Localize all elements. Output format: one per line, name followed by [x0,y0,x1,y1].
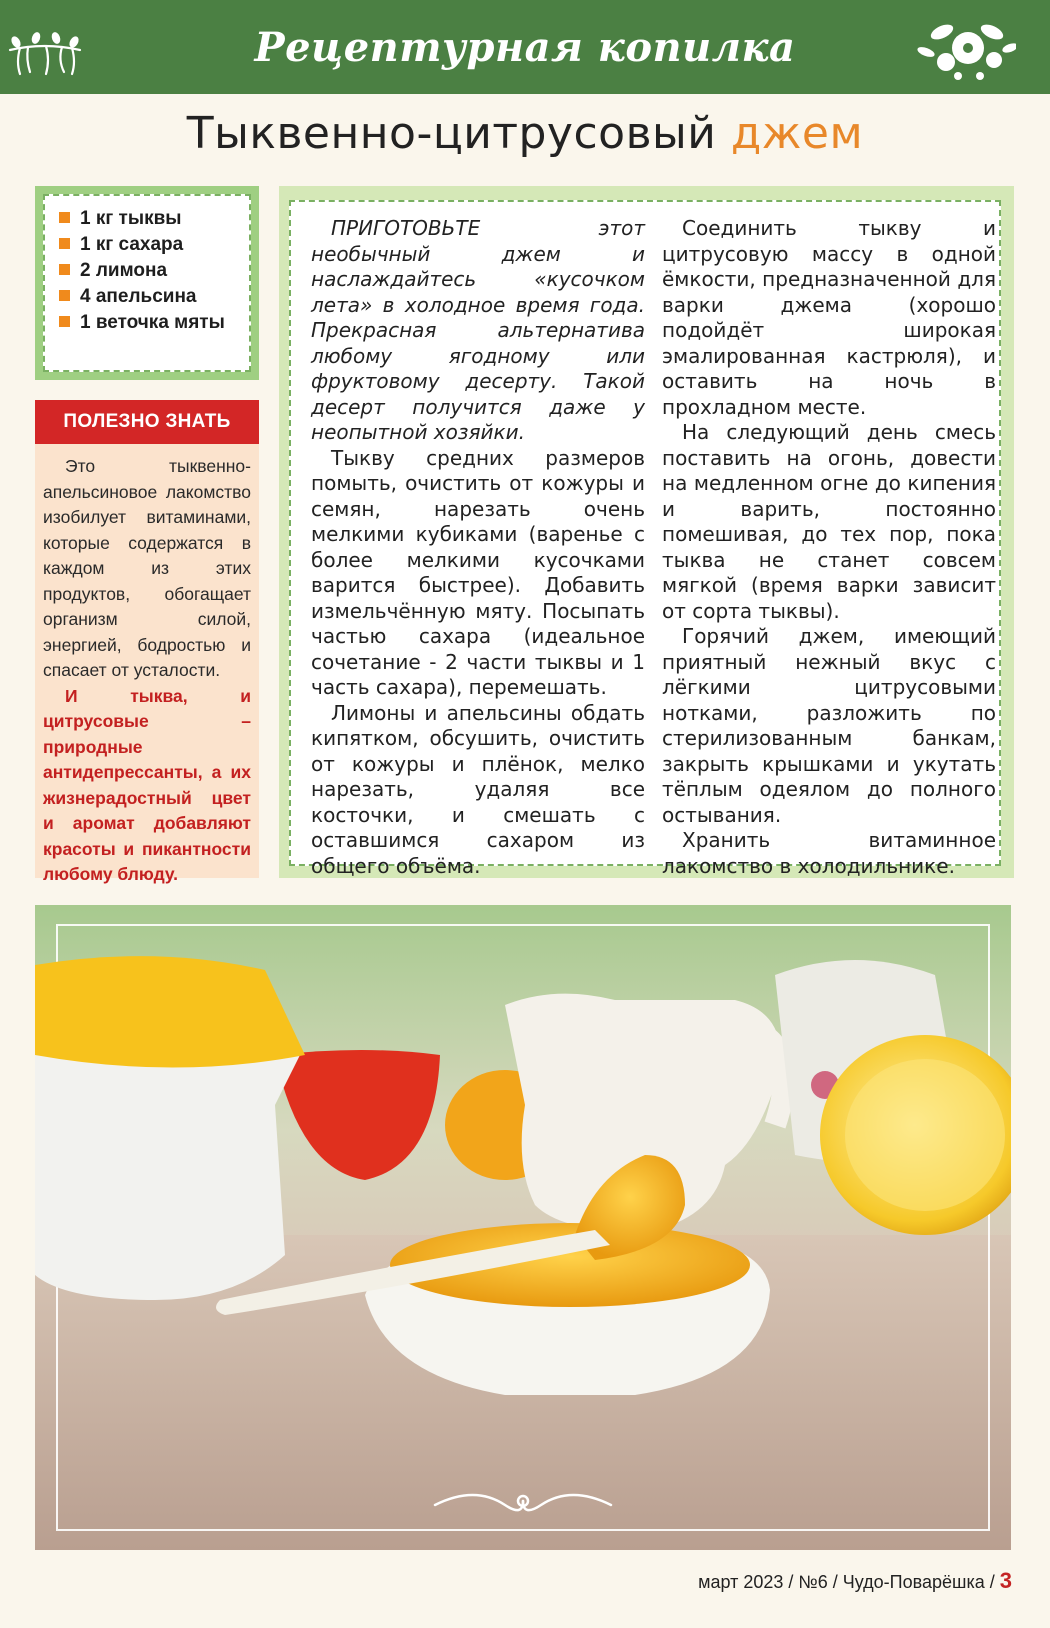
recipe-text-panel [279,186,1014,878]
section-title: Рецептурная копилка [254,24,796,71]
recipe-title-main: Тыквенно-цитрусовый [186,108,717,159]
ingredients-box [35,186,259,380]
issue-info: март 2023 / №6 / Чудо-Поварёшка / [698,1572,995,1592]
page-number: 3 [999,1568,1012,1593]
step-paragraph: Соединить тыкву и цитрусовую массу в одной ёмкости, предназначенной для варки джема (хорошо подойдёт широкая эмалированная кастрюля), и оставить на ночь в прохладном месте. [662,216,996,419]
recipe-text-frame [289,200,1001,878]
recipe-title-accent: джем [730,108,864,159]
intro-paragraph: ПРИГОТОВЬТЕ этот необычный джем и наслаждайтесь «кусочком лета» в холодное время года. Прекрасная альтернатива любому ягодному или фруктовому десерту. Такой десерт получится даже у неопытной хозяйки. [311,216,645,444]
recipe-title [0,108,1050,159]
tip-highlight: И тыква, и цитрусовые – природные антидепрессанты, а их жизнерадостный цвет и аромат добавляют красоты и пикантности любому блюду. [43,685,251,884]
ingredient-item: 1 веточка мяты [59,310,239,336]
step-paragraph: Хранить витаминное лакомство в холодильнике. [662,828,996,878]
tip-text: Это тыквенно-апельсиновое лакомство изобилует витаминами, которые содержатся в каждом из этих продуктов, обогащает организм силой, энергией, бодростью и спасает от усталости. [43,456,251,680]
page-footer [698,1568,1012,1594]
text-column-right [662,216,996,879]
tip-body [35,444,259,888]
tip-heading: ПОЛЕЗНО ЗНАТЬ [35,400,259,444]
step-paragraph: Лимоны и апельсины обдать кипятком, обсушить, очистить от кожуры и плёнок, мелко нарезать, удаляя все косточки, и смешать с оставшимся сахаром из общего объёма. [311,700,645,878]
ingredients-list-frame [43,194,251,372]
text-column-left [311,216,645,879]
ingredient-item: 2 лимона [59,258,239,284]
ingredient-item: 4 апельсина [59,284,239,310]
jam-photo-illustration [35,905,1011,1550]
step-paragraph: Горячий джем, имеющий приятный нежный вкус с лёгкими цитрусовыми нотками, разложить по стерилизованным банкам, закрыть крышками и укутать тёплым одеялом до полного остывания. [662,624,996,827]
jam-photo [35,905,1011,1550]
ingredients-list [59,206,239,336]
ingredient-item: 1 кг тыквы [59,206,239,232]
tip-box [35,400,259,884]
step-paragraph: На следующий день смесь поставить на огонь, довести на медленном огне до кипения и варить, постоянно помешивая, до тех пор, пока тыква не станет совсем мягкой (время варки зависит от сорта тыквы). [662,420,996,623]
ingredient-item: 1 кг сахара [59,232,239,258]
step-paragraph: Тыкву средних размеров помыть, очистить от кожуры и семян, нарезать очень мелкими кубиками (варенье с более мелкими кусочками варится быстрее). Добавить измельчённую мяту. Посыпать частью сахара (идеальное сочетание - 2 части тыквы и 1 часть сахара), перемешать. [311,445,645,699]
